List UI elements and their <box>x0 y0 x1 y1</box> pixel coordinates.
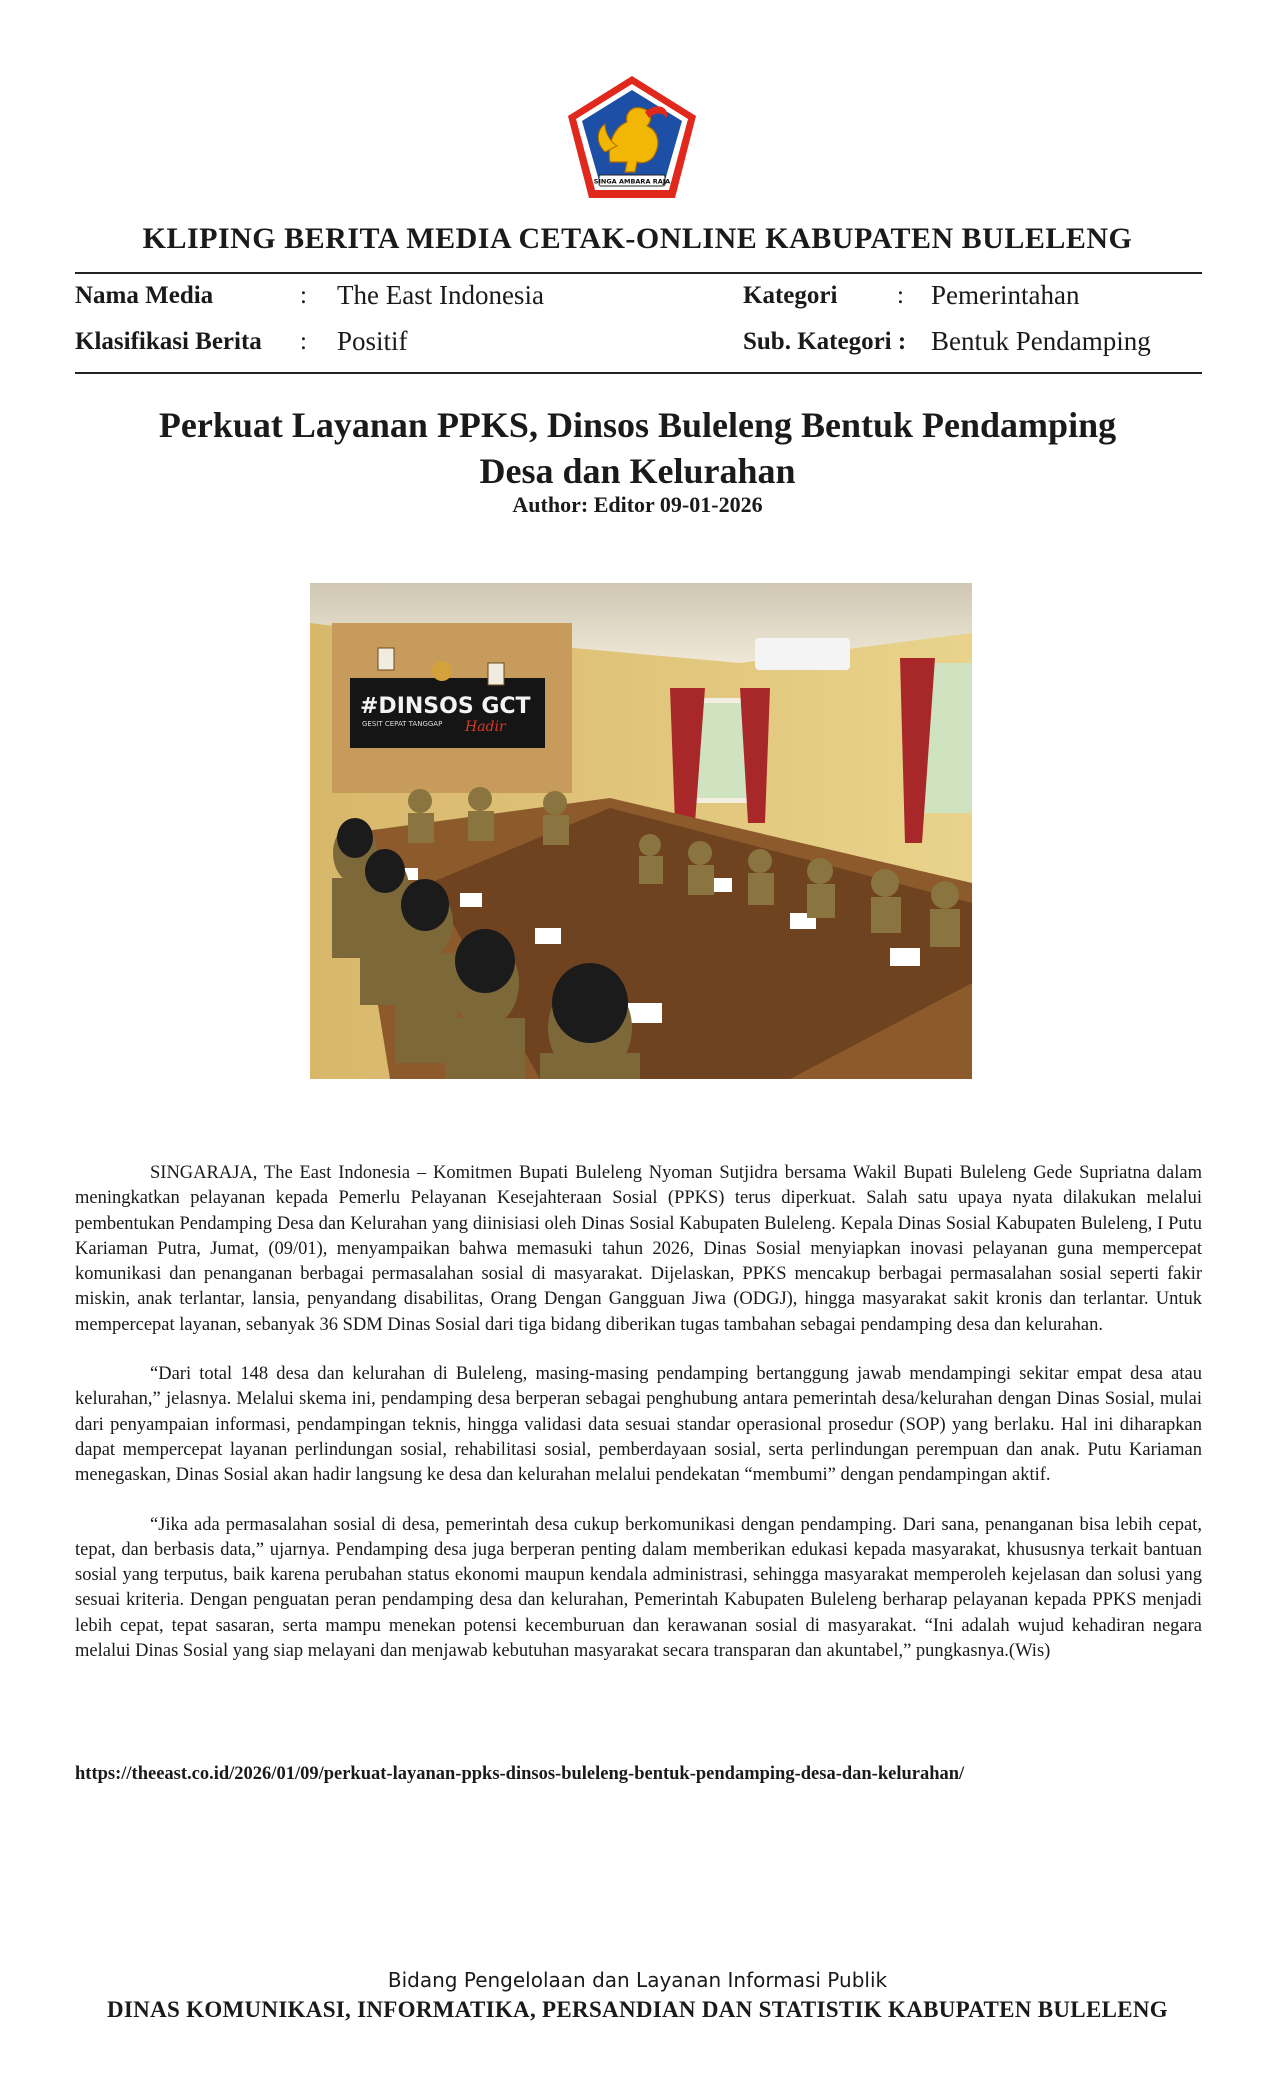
classification-label: Klasifikasi Berita <box>75 328 262 355</box>
article-body <box>75 1161 1202 1688</box>
category-colon: : <box>897 282 904 309</box>
article-photo <box>310 583 972 1079</box>
meta-row-classification <box>75 326 1202 366</box>
clipping-header-title: KLIPING BERITA MEDIA CETAK-ONLINE KABUPATEN BULELENG <box>142 222 1133 255</box>
source-url-link[interactable]: https://theeast.co.id/2026/01/09/perkuat-layanan-ppks-dinsos-buleleng-bentuk-pendamping-desa-dan-kelurahan/ <box>75 1764 965 1784</box>
category-value: Pemerintahan <box>931 280 1080 310</box>
classification-colon: : <box>300 328 307 355</box>
meta-row-media <box>75 280 1202 320</box>
article-paragraph: SINGARAJA, The East Indonesia – Komitmen Bupati Buleleng Nyoman Sutjidra bersama Wakil Bupati Buleleng Gede Supriatna dalam meningkatkan pelayanan kepada Pemerlu Pelayanan Kesejahteraan Sosial (PPKS) terus diperkuat. Salah satu upaya nyata dilakukan melalui pembentukan Pendamping Desa dan Kelurahan yang diinisiasi oleh Dinas Sosial Kabupaten Buleleng. Kepala Dinas Sosial Kabupaten Buleleng, I Putu Kariaman Putra, Jumat, (09/01), menyampaikan bahwa memasuki tahun 2026, Dinas Sosial menyiapkan inovasi pelayanan guna mempercepat komunikasi dan penanganan berbagai permasalahan sosial di masyarakat. Dijelaskan, PPKS mencakup berbagai permasalahan sosial seperti fakir miskin, anak terlantar, lansia, penyandang disabilitas, Orang Dengan Gangguan Jiwa (ODGJ), hingga masyarakat sakit kronis dan terlantar. Untuk mempercepat layanan, sebanyak 36 SDM Dinas Sosial dari tiga bidang diberikan tugas tambahan sebagai pendamping desa dan kelurahan. <box>75 1163 1202 1335</box>
article-paragraph: “Dari total 148 desa dan kelurahan di Buleleng, masing-masing pendamping bertanggung jawab mendampingi sekitar empat desa atau kelurahan,” jelasnya. Melalui skema ini, pendamping desa berperan sebagai penghubung antara pemerintah desa/kelurahan dengan Dinas Sosial, mulai dari penyampaian informasi, pendampingan teknis, hingga validasi data sesuai standar operasional prosedur (SOP) yang berlaku. Hal ini diharapkan dapat mempercepat layanan perlindungan sosial, rehabilitasi sosial, pemberdayaan sosial, serta perlindungan perempuan dan anak. Putu Kariaman menegaskan, Dinas Sosial akan hadir langsung ke desa dan kelurahan melalui pendekatan “membumi” dengan pendampingan aktif. <box>75 1364 1202 1486</box>
header-bottom-rule <box>75 372 1202 374</box>
article-title: Perkuat Layanan PPKS, Dinsos Buleleng Bentuk Pendamping Desa dan Kelurahan <box>158 405 1117 491</box>
media-name-label: Nama Media <box>75 282 214 309</box>
footer-division: Bidang Pengelolaan dan Layanan Informasi Publik <box>387 1968 888 1992</box>
logo-seal-text: SINGA AMBARA RAJA <box>593 177 671 186</box>
article-paragraph: “Jika ada permasalahan sosial di desa, pemerintah desa cukup berkomunikasi dengan pendamping. Dari sana, penanganan bisa lebih cepat, tepat, dan berbasis data,” ujarnya. Pendamping desa juga berperan penting dalam memberikan edukasi kepada masyarakat, khususnya terkait bantuan sosial yang terputus, baik karena perubahan status ekonomi maupun kendala administrasi, sehingga masyarakat memperoleh kejelasan dan solusi yang sesuai kriteria. Dengan penguatan peran pendamping desa dan kelurahan, Pemerintah Kabupaten Buleleng berharap pelayanan kepada PPKS menjadi lebih cepat, tepat sasaran, serta mampu menekan potensi kecemburuan dan kerawanan sosial di masyarakat. “Ini adalah wujud kehadiran negara melalui Dinas Sosial yang siap melayani dan menjawab kebutuhan masyarakat secara transparan dan akuntabel,” pungkasnya.(Wis) <box>75 1514 1202 1662</box>
category-label: Kategori <box>743 282 838 309</box>
classification-value: Positif <box>337 326 408 356</box>
footer-agency: DINAS KOMUNIKASI, INFORMATIKA, PERSANDIAN DAN STATISTIK KABUPATEN BULELENG <box>107 1997 1168 2022</box>
header-top-rule <box>75 272 1202 274</box>
subcategory-label: Sub. Kategori : <box>743 328 907 355</box>
subcategory-value: Bentuk Pendamping <box>931 326 1151 356</box>
regency-logo <box>565 72 700 202</box>
photo-banner-text: #DINSOS GCT <box>360 694 531 719</box>
media-name-value: The East Indonesia <box>337 280 544 310</box>
photo-banner-script: Hadir <box>465 719 506 735</box>
article-author: Author: Editor 09-01-2026 <box>512 492 763 517</box>
meeting-room-photo <box>310 583 972 1079</box>
singa-ambara-raja-emblem-icon <box>565 72 700 202</box>
media-name-colon: : <box>300 282 307 309</box>
photo-banner-subtext: GESIT CEPAT TANGGAP <box>362 720 443 728</box>
